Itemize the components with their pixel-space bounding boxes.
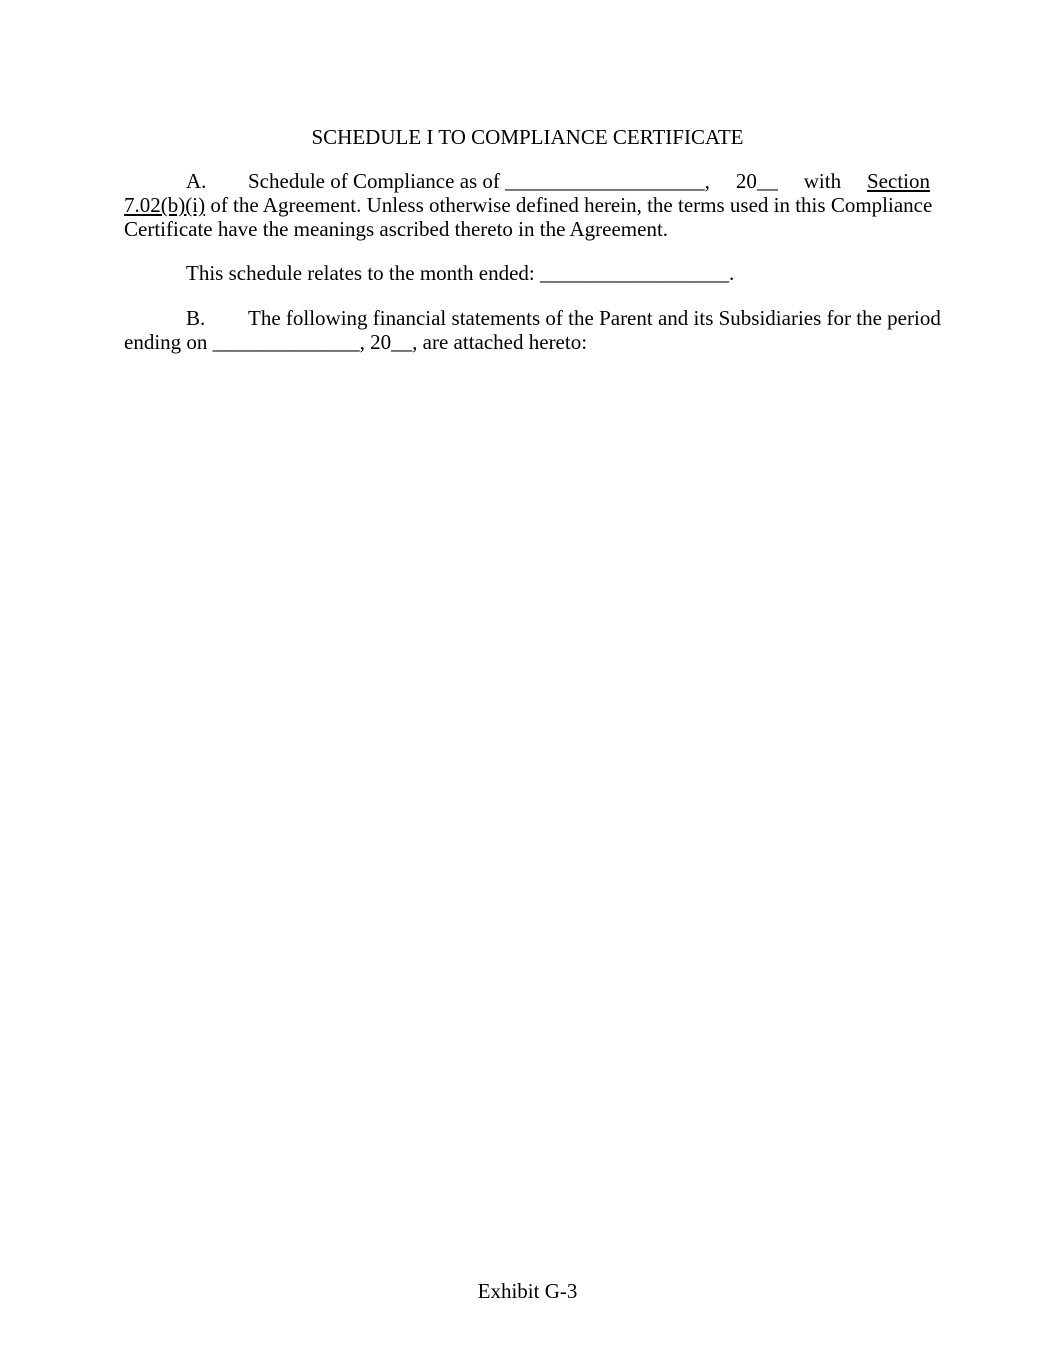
section-a-first-part [124, 169, 710, 193]
section-reference-number: 7.02(b)(i) [124, 193, 206, 217]
month-ended-text: This schedule relates to the month ended: __________________. [186, 261, 735, 285]
section-a-line-3: Certificate have the meanings ascribed thereto in the Agreement. [124, 217, 669, 241]
month-ended-paragraph [124, 261, 930, 285]
section-a-with: with [803, 169, 842, 193]
section-reference-word: Section [867, 169, 930, 193]
page-footer: Exhibit G-3 [477, 1279, 578, 1303]
section-a-line-1 [124, 169, 930, 193]
section-a-label: A. [186, 169, 207, 193]
section-a-paragraph [124, 169, 933, 241]
section-b-line-2: ending on ______________, 20__, are attached hereto: [124, 330, 588, 354]
page-title: SCHEDULE I TO COMPLIANCE CERTIFICATE [311, 125, 744, 149]
section-a-line-2 [124, 193, 933, 217]
section-b-label: B. [186, 306, 206, 330]
section-b-line-1 [124, 306, 941, 330]
section-a-line-2-text: of the Agreement. Unless otherwise defined herein, the terms used in this Compliance [205, 193, 933, 217]
section-b-line-1-text: The following financial statements of the Parent and its Subsidiaries for the period [248, 306, 941, 330]
month-ended-line [124, 261, 930, 285]
section-a-schedule-text: Schedule of Compliance as of ___________________, [248, 169, 710, 193]
section-a-year-blank: 20__ [735, 169, 778, 193]
section-b-paragraph [124, 306, 941, 354]
